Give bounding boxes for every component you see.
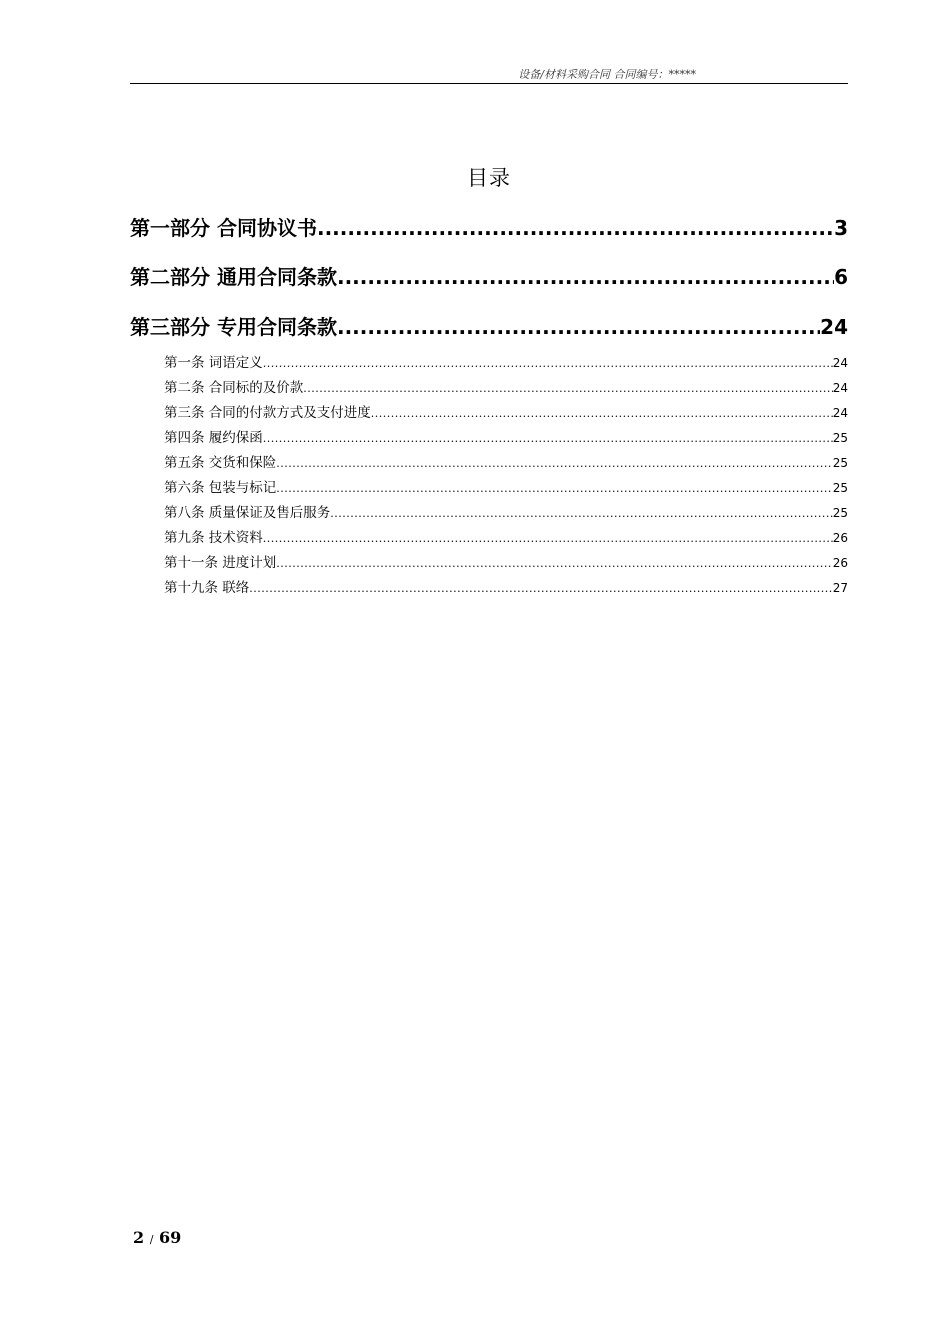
toc-leader xyxy=(337,265,834,289)
toc-part-label: 第二部分 通用合同条款 xyxy=(130,265,337,289)
toc-clause-label: 第八条 质量保证及售后服务 xyxy=(164,505,331,521)
toc-part-label: 第一部分 合同协议书 xyxy=(130,216,317,240)
page-number xyxy=(133,1228,181,1247)
toc-clause-label: 第四条 履约保函 xyxy=(164,430,263,446)
toc-leader xyxy=(337,315,820,339)
toc-clause-3[interactable] xyxy=(164,401,848,421)
toc-clause-page: 27 xyxy=(832,581,848,595)
toc-clause-label: 第十九条 联络 xyxy=(164,580,250,596)
toc-clause-label: 第三条 合同的付款方式及支付进度 xyxy=(164,405,371,421)
toc-leader xyxy=(276,457,832,470)
toc-clause-label: 第一条 词语定义 xyxy=(164,355,263,371)
toc-part-1[interactable] xyxy=(130,212,848,241)
toc-leader xyxy=(276,557,832,570)
toc-leader xyxy=(263,357,833,370)
toc-leader xyxy=(249,582,832,595)
toc-clause-7[interactable] xyxy=(164,501,848,521)
toc-leader xyxy=(330,507,832,520)
toc-leader xyxy=(263,432,833,445)
running-header: 设备/材料采购合同 合同编号：***** xyxy=(518,68,696,81)
toc-clause-page: 26 xyxy=(832,556,848,570)
toc-clause-1[interactable] xyxy=(164,351,848,371)
toc-part-label: 第三部分 专用合同条款 xyxy=(130,315,337,339)
toc-clause-page: 26 xyxy=(832,531,848,545)
page-separator: / xyxy=(149,1233,154,1246)
toc-clause-label: 第十一条 进度计划 xyxy=(164,555,277,571)
toc-clause-page: 25 xyxy=(832,431,848,445)
toc-clause-6[interactable] xyxy=(164,476,848,496)
toc-leader xyxy=(276,482,832,495)
toc-leader xyxy=(317,216,834,240)
toc-leader xyxy=(263,532,833,545)
toc-clause-8[interactable] xyxy=(164,526,848,546)
toc-part-page: 24 xyxy=(820,315,848,339)
toc-part-3[interactable] xyxy=(130,311,848,340)
toc-clause-label: 第二条 合同标的及价款 xyxy=(164,380,304,396)
toc-clause-label: 第九条 技术资料 xyxy=(164,530,263,546)
toc-part-page: 6 xyxy=(834,265,848,289)
current-page: 2 xyxy=(133,1228,145,1247)
toc-title: 目录 xyxy=(467,166,511,190)
toc-clause-2[interactable] xyxy=(164,376,848,396)
toc-part-2[interactable] xyxy=(130,261,848,290)
toc-clause-page: 25 xyxy=(832,481,848,495)
toc-clause-4[interactable] xyxy=(164,426,848,446)
toc-clause-label: 第六条 包装与标记 xyxy=(164,480,277,496)
toc-part-page: 3 xyxy=(834,216,848,240)
toc-leader xyxy=(371,407,833,420)
toc-clause-page: 25 xyxy=(832,456,848,470)
toc-clause-page: 24 xyxy=(832,381,848,395)
toc-clause-page: 25 xyxy=(832,506,848,520)
header-rule xyxy=(130,83,848,84)
toc-clause-label: 第五条 交货和保险 xyxy=(164,455,277,471)
toc-clause-9[interactable] xyxy=(164,551,848,571)
toc-clause-5[interactable] xyxy=(164,451,848,471)
toc-leader xyxy=(303,382,832,395)
toc-clause-page: 24 xyxy=(832,406,848,420)
toc-clause-page: 24 xyxy=(832,356,848,370)
toc-clause-10[interactable] xyxy=(164,576,848,596)
total-pages: 69 xyxy=(159,1228,182,1247)
